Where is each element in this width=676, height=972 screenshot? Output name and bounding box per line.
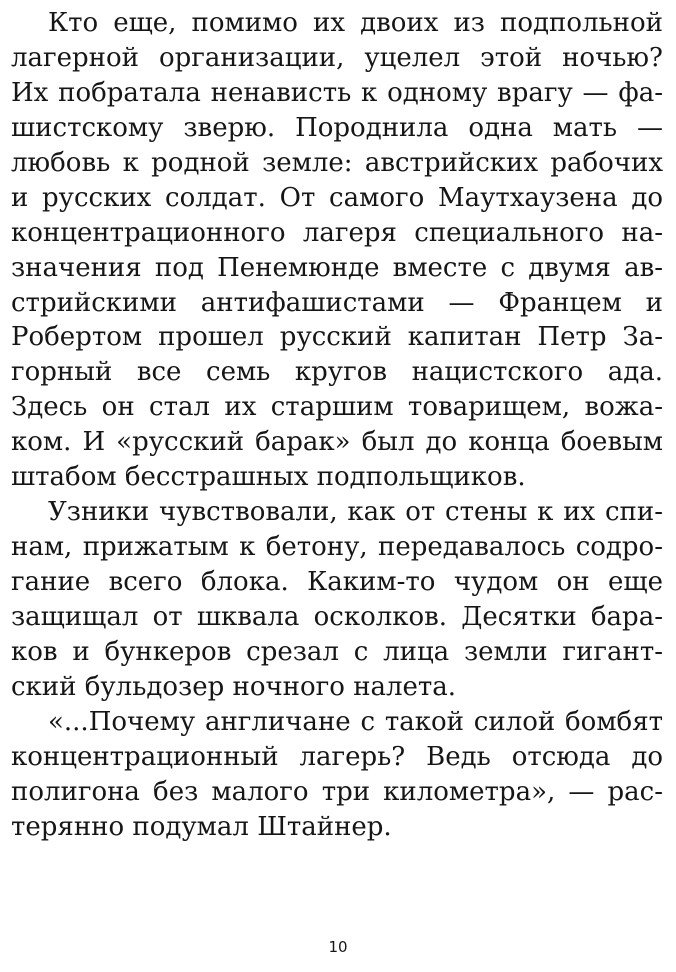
- text-line: «...Почему англичане с такой силой бомбят: [48, 706, 663, 737]
- text-line: лагерной организации, уцелел этой ночью?: [11, 42, 663, 73]
- text-line: гание всего блока. Каким-то чудом он еще: [11, 567, 663, 597]
- text-line: любовь к родной земле: австрийских рабочих: [11, 147, 663, 178]
- text-line: ков и бункеров срезал с лица земли гигант-: [11, 636, 663, 667]
- text-line: ский бульдозер ночного налета.: [11, 671, 457, 702]
- text-line: концентрационный лагерь? Ведь отсюда до: [11, 741, 663, 772]
- text-line: штабом бесстрашных подпольщиков.: [11, 462, 526, 493]
- text-line: полигона без малого три километра», — рас-: [11, 776, 663, 807]
- text-line: шистскому зверю. Породнила одна мать —: [11, 112, 663, 143]
- paragraph-3: [11, 705, 663, 845]
- text-line: нам, прижатым к бетону, передавалось содро-: [11, 532, 663, 563]
- text-line: Узники чувствовали, как от стены к их спи-: [48, 497, 663, 528]
- paragraph-2: [11, 495, 663, 705]
- text-line: ком. И «русский барак» был до конца боевым: [11, 427, 663, 458]
- text-line: Кто еще, помимо их двоих из подпольной: [48, 8, 663, 38]
- text-line: значения под Пенемюнде вместе с двумя ав-: [11, 252, 663, 283]
- text-line: и русских солдат. От самого Маутхаузена до: [11, 182, 663, 213]
- page-body: [11, 6, 663, 845]
- text-line: Здесь он стал их старшим товарищем, вожа-: [11, 392, 663, 423]
- text-line: терянно подумал Штайнер.: [11, 811, 392, 842]
- paragraph-1: [11, 6, 663, 495]
- text-line: стрийскими антифашистами — Францем и: [11, 287, 663, 318]
- text-line: концентрационного лагеря специального на-: [11, 217, 663, 248]
- page-number: 10: [328, 938, 348, 956]
- text-line: Их побратала ненависть к одному врагу — фа-: [11, 77, 663, 108]
- text-line: горный все семь кругов нацистского ада.: [11, 357, 663, 388]
- text-line: защищал от шквала осколков. Десятки бара-: [11, 601, 663, 632]
- text-line: Робертом прошел русский капитан Петр За-: [11, 322, 663, 353]
